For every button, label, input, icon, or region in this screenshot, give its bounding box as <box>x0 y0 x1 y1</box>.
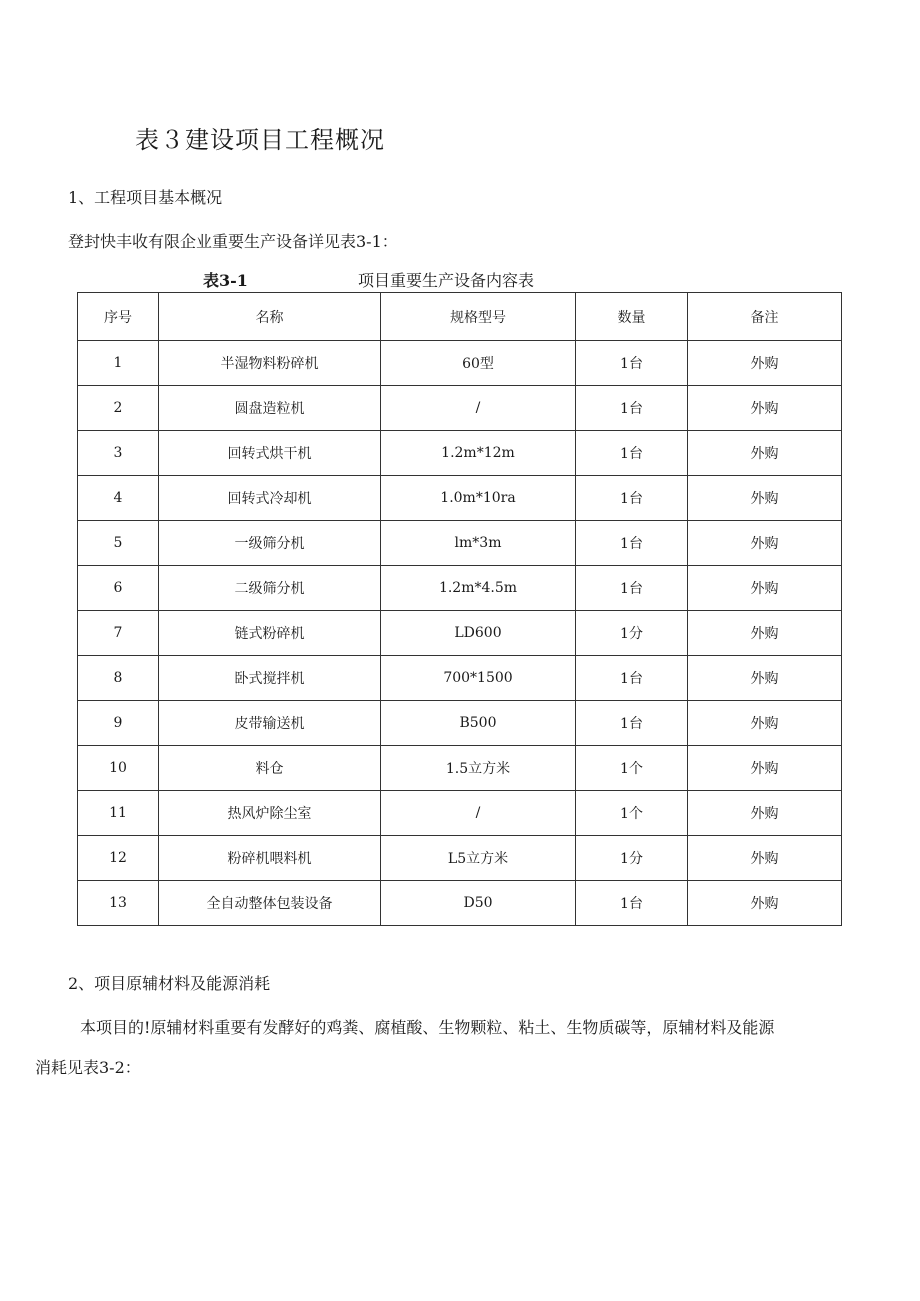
header-remark: 备注 <box>688 293 842 341</box>
table-row <box>78 386 842 431</box>
cell-serial: 2 <box>78 386 159 431</box>
cell-serial: 12 <box>78 836 159 881</box>
table-row <box>78 341 842 386</box>
cell-spec: LD600 <box>381 611 576 656</box>
cell-remark: 外购 <box>688 431 842 476</box>
cell-serial: 7 <box>78 611 159 656</box>
cell-serial: 9 <box>78 701 159 746</box>
cell-quantity: 1台 <box>576 431 688 476</box>
table-caption-number: 表3-1 <box>203 271 248 290</box>
cell-remark: 外购 <box>688 611 842 656</box>
cell-spec: / <box>381 386 576 431</box>
cell-quantity: 1台 <box>576 656 688 701</box>
cell-quantity: 1台 <box>576 881 688 926</box>
header-quantity: 数量 <box>576 293 688 341</box>
cell-spec: / <box>381 791 576 836</box>
cell-remark: 外购 <box>688 746 842 791</box>
cell-quantity: 1分 <box>576 836 688 881</box>
cell-name: 二级筛分机 <box>159 566 381 611</box>
cell-quantity: 1个 <box>576 791 688 836</box>
cell-name: 链式粉碎机 <box>159 611 381 656</box>
equipment-table <box>77 292 842 926</box>
intro-text: 登封快丰收有限企业重要生产设备详见表3-1： <box>68 232 398 251</box>
header-serial: 序号 <box>78 293 159 341</box>
cell-remark: 外购 <box>688 476 842 521</box>
table-row <box>78 836 842 881</box>
cell-serial: 4 <box>78 476 159 521</box>
cell-name: 一级筛分机 <box>159 521 381 566</box>
cell-name: 半湿物料粉碎机 <box>159 341 381 386</box>
table-row <box>78 431 842 476</box>
table-row <box>78 656 842 701</box>
cell-spec: 1.0m*10ra <box>381 476 576 521</box>
cell-remark: 外购 <box>688 791 842 836</box>
cell-name: 卧式搅拌机 <box>159 656 381 701</box>
cell-quantity: 1台 <box>576 566 688 611</box>
cell-spec: lm*3m <box>381 521 576 566</box>
cell-remark: 外购 <box>688 341 842 386</box>
cell-quantity: 1台 <box>576 386 688 431</box>
page-title: 表３建设项目工程概况 <box>135 126 385 154</box>
cell-name: 皮带输送机 <box>159 701 381 746</box>
table-row <box>78 791 842 836</box>
cell-serial: 6 <box>78 566 159 611</box>
cell-serial: 5 <box>78 521 159 566</box>
table-row <box>78 701 842 746</box>
cell-spec: D50 <box>381 881 576 926</box>
section-heading-materials: 2、项目原辅材料及能源消耗 <box>68 974 271 993</box>
cell-spec: 60型 <box>381 341 576 386</box>
table-row <box>78 611 842 656</box>
cell-name: 圆盘造粒机 <box>159 386 381 431</box>
cell-spec: B500 <box>381 701 576 746</box>
cell-serial: 8 <box>78 656 159 701</box>
table-header-row <box>78 293 842 341</box>
cell-name: 回转式冷却机 <box>159 476 381 521</box>
header-name: 名称 <box>159 293 381 341</box>
cell-quantity: 1个 <box>576 746 688 791</box>
cell-quantity: 1分 <box>576 611 688 656</box>
table-row <box>78 476 842 521</box>
table-row <box>78 566 842 611</box>
cell-serial: 13 <box>78 881 159 926</box>
cell-remark: 外购 <box>688 521 842 566</box>
header-spec: 规格型号 <box>381 293 576 341</box>
table-row <box>78 521 842 566</box>
cell-quantity: 1台 <box>576 701 688 746</box>
cell-serial: 1 <box>78 341 159 386</box>
cell-name: 料仓 <box>159 746 381 791</box>
cell-spec: 1.2m*12m <box>381 431 576 476</box>
cell-spec: 1.5立方米 <box>381 746 576 791</box>
cell-remark: 外购 <box>688 656 842 701</box>
cell-serial: 3 <box>78 431 159 476</box>
materials-paragraph-line1: 本项目的!原辅材料重要有发酵好的鸡粪、腐植酸、生物颗粒、粘土、生物质碳等，原辅材料及能源 <box>80 1018 775 1037</box>
cell-quantity: 1台 <box>576 521 688 566</box>
cell-name: 回转式烘干机 <box>159 431 381 476</box>
cell-remark: 外购 <box>688 566 842 611</box>
table-row <box>78 881 842 926</box>
cell-name: 全自动整体包装设备 <box>159 881 381 926</box>
cell-spec: 700*1500 <box>381 656 576 701</box>
cell-remark: 外购 <box>688 836 842 881</box>
table-caption-title: 项目重要生产设备内容表 <box>358 271 535 290</box>
table-row <box>78 746 842 791</box>
cell-spec: 1.2m*4.5m <box>381 566 576 611</box>
cell-quantity: 1台 <box>576 476 688 521</box>
cell-quantity: 1台 <box>576 341 688 386</box>
cell-remark: 外购 <box>688 386 842 431</box>
cell-spec: L5立方米 <box>381 836 576 881</box>
cell-serial: 10 <box>78 746 159 791</box>
cell-remark: 外购 <box>688 701 842 746</box>
section-heading-overview: 1、工程项目基本概况 <box>68 188 223 207</box>
cell-remark: 外购 <box>688 881 842 926</box>
cell-serial: 11 <box>78 791 159 836</box>
cell-name: 粉碎机喂料机 <box>159 836 381 881</box>
cell-name: 热风炉除尘室 <box>159 791 381 836</box>
materials-paragraph-line2: 消耗见表3-2： <box>35 1058 141 1077</box>
